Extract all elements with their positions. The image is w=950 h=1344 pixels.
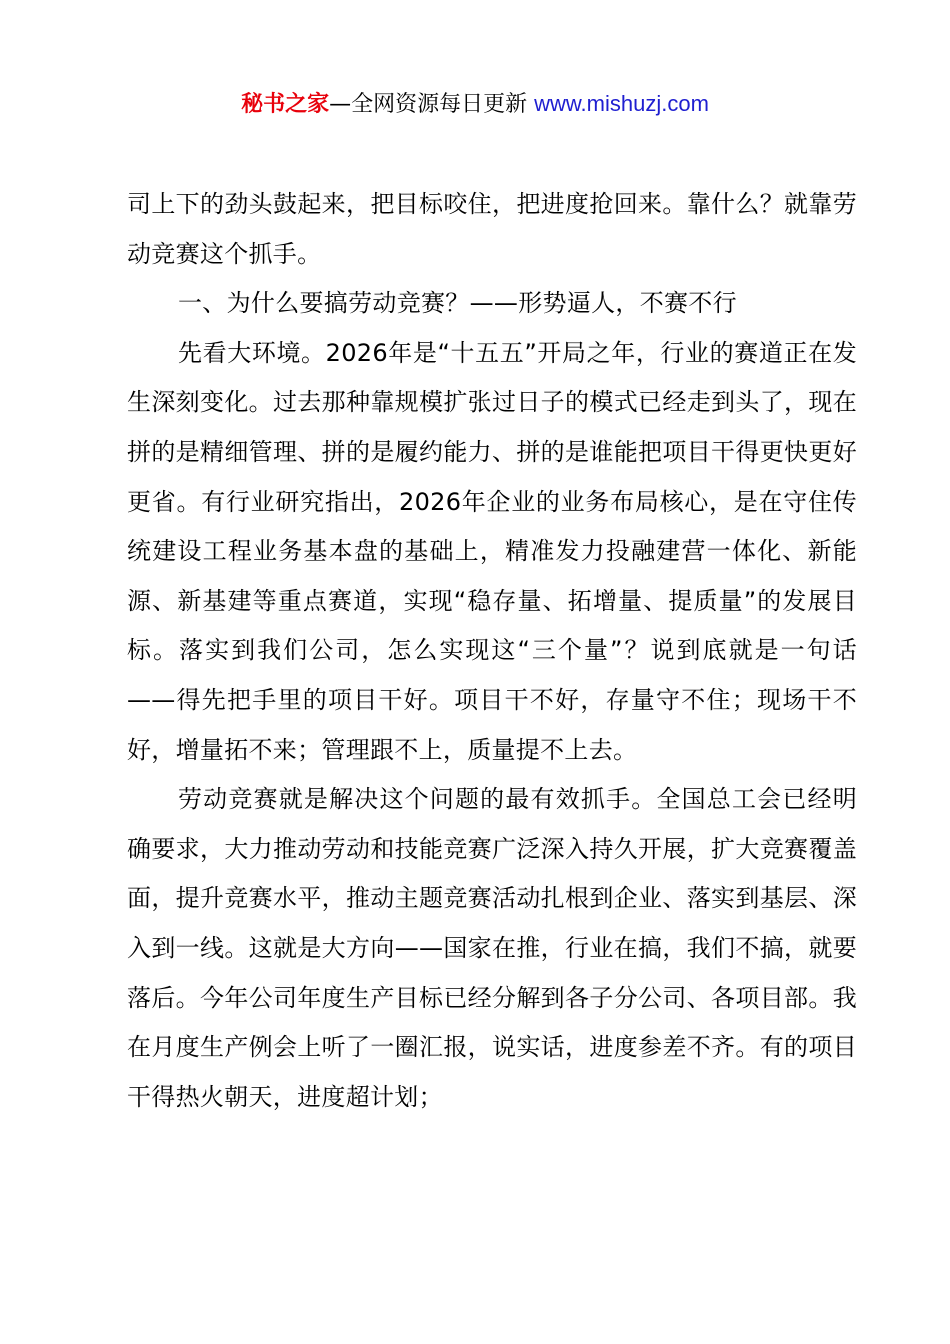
paragraph: 先看大环境。2026年是“十五五”开局之年，行业的赛道正在发生深刻变化。过去那种靠规模扩张过日子的模式已经走到头了，现在拼的是精细管理、拼的是履约能力、拼的是谁能把项目干得更快更好更省。有行业研究指出，2026年企业的业务布局核心，是在守住传统建设工程业务基本盘的基础上，精准发力投融建营一体化、新能源、新基建等重点赛道，实现“稳存量、拓增量、提质量”的发展目标。落实到我们公司，怎么实现这“三个量”？说到底就是一句话——得先把手里的项目干好。项目干不好，存量守不住；现场干不好，增量拓不来；管理跟不上，质量提不上去。 bbox=[127, 338, 857, 764]
site-header bbox=[0, 88, 950, 121]
paragraph-continuation: 司上下的劲头鼓起来，把目标咬住，把进度抢回来。靠什么？就靠劳动竞赛这个抓手。 bbox=[127, 190, 857, 268]
site-url-link[interactable]: www.mishuzj.com bbox=[534, 91, 709, 116]
site-tagline: —全网资源每日更新 bbox=[329, 92, 535, 117]
site-brand: 秘书之家 bbox=[241, 92, 330, 117]
paragraph: 劳动竞赛就是解决这个问题的最有效抓手。全国总工会已经明确要求，大力推动劳动和技能竞赛广泛深入持久开展，扩大竞赛覆盖面，提升竞赛水平，推动主题竞赛活动扎根到企业、落实到基层、深入到一线。这就是大方向——国家在推，行业在搞，我们不搞，就要落后。今年公司年度生产目标已经分解到各子分公司、各项目部。我在月度生产例会上听了一圈汇报，说实话，进度参差不齐。有的项目干得热火朝天，进度超计划； bbox=[127, 785, 857, 1111]
document-body bbox=[127, 180, 857, 1122]
section-heading: 一、为什么要搞劳动竞赛？——形势逼人，不赛不行 bbox=[178, 289, 737, 318]
